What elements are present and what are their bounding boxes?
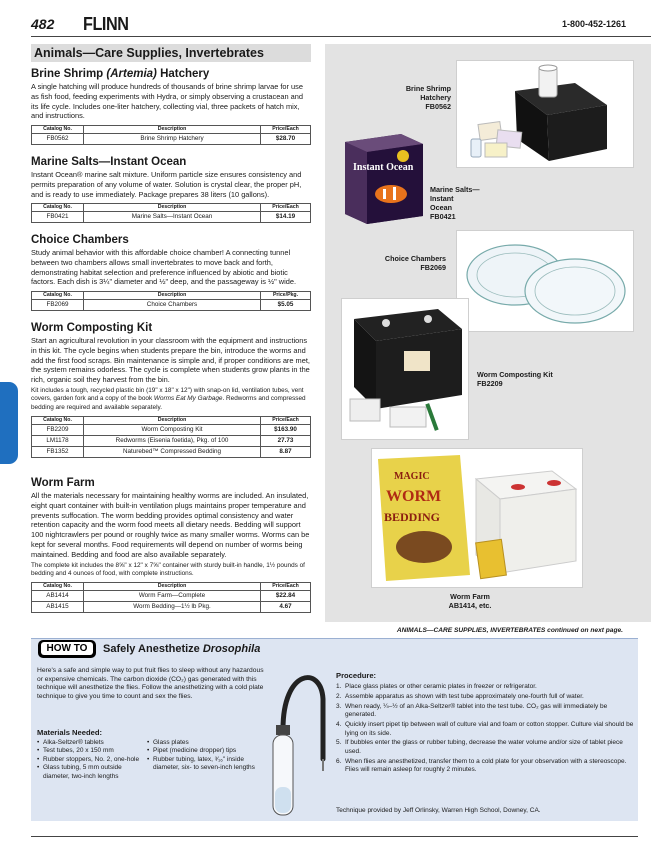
section-title: Worm Composting Kit — [31, 322, 153, 334]
howto-badge: HOW TO — [38, 640, 96, 658]
table-cell: FB2209 — [32, 425, 84, 436]
table-header-row — [32, 126, 311, 134]
table-cell: 8.87 — [261, 447, 311, 458]
caption-brine: Brine Shrimp Hatchery FB0562 — [405, 84, 451, 111]
table-cell: 27.73 — [261, 436, 311, 447]
column-header: Catalog No. — [32, 292, 84, 300]
section-title: Marine Salts—Instant Ocean — [31, 156, 187, 168]
brine-shrimp-photo — [456, 60, 634, 168]
procedure-list — [336, 683, 636, 776]
table-row — [32, 425, 311, 436]
category-title: Animals—Care Supplies, Invertebrates — [31, 44, 311, 62]
photo-panel — [325, 44, 651, 622]
procedure-step: 5. If bubbles enter the glass or rubber tubing, decrease the water volume and/or size of tablet piece used. — [336, 739, 623, 755]
procedure-step: 2. Assemble apparatus as shown with test tube approximately one-fourth full of water. — [336, 692, 584, 700]
table-cell: Redworms (Eisenia foetida), Pkg. of 100 — [84, 436, 261, 447]
column-header: Price/Each — [261, 583, 311, 591]
table-row — [32, 212, 311, 223]
table-cell: FB0421 — [32, 212, 84, 223]
procedure-title: Procedure: — [336, 671, 377, 680]
list-item: • Glass tubing, 5 mm outside diameter, two-inch lengths — [37, 764, 145, 781]
section-worm-farm — [31, 476, 311, 613]
magic-text: MAGIC — [394, 471, 430, 482]
section-title: Brine Shrimp (Artemia) Hatchery — [31, 68, 210, 80]
column-header: Description — [84, 292, 261, 300]
section-title: Choice Chambers — [31, 234, 129, 246]
catalog-table — [31, 582, 311, 613]
list-item: • Rubber stoppers, No. 2, one-hole — [37, 756, 145, 764]
table-row — [32, 447, 311, 458]
section-description: Study animal behavior with this affordable choice chamber! A connecting tunnel between two chambers allows small invertebrates to move back and forth, demonstrating habitat selection and preference influenced by abiotic and biotic factors. Each dish is 3¼" diameter and ½" deep, and the passageway is ½" wide. — [31, 248, 297, 287]
page-number: 482 — [31, 16, 55, 32]
table-cell: Worm Bedding—1½ lb Pkg. — [84, 602, 261, 613]
column-header: Price/Each — [261, 126, 311, 134]
table-cell: $163.90 — [261, 425, 311, 436]
page-header — [31, 14, 651, 38]
materials-list-left — [37, 739, 145, 781]
procedure-step: 3. When ready, ¼–½ of an Alka-Seltzer® tablet into the test tube. CO₂ gas will immediately be generated. — [336, 702, 608, 719]
header-rule — [31, 36, 651, 37]
table-header-row — [32, 292, 311, 300]
table-cell: $28.70 — [261, 134, 311, 145]
table-cell: $14.19 — [261, 212, 311, 223]
table-row — [32, 602, 311, 613]
column-header: Description — [84, 417, 261, 425]
section-note: Kit includes a tough, recycled plastic bin (19" x 18" x 12") with snap-on lid, ventilation tubes, vent covers, garden fork and a copy of the book Worms Eat My Garbage. Redworms and compressed bedding are required and available separately. — [31, 386, 306, 411]
table-header-row — [32, 417, 311, 425]
section-description: A single hatching will produce hundreds of thousands of brine shrimp larvae for use as fish food, feeding experiments with Hydra, or simply observing a crustacean and its life cycle. Includes one-liter hatchery, collecting vial, three packets of hatch mix, and instructions. — [31, 82, 303, 121]
section-tab — [0, 382, 18, 464]
caption-choice: Choice Chambers FB2069 — [384, 254, 446, 272]
section-description: All the materials necessary for maintaining healthy worms are included. An insulated, eight quart container with built-in ventilation plugs maintains proper temperature and prevents suffocation. The worm bedding provides optimal consistency and water retention capacity and the worm food meets all dietary needs. Bedding will support 100 nightcrawlers per pound or roughly twice as many smaller worms. Worms can be kept for several months. Food requirements will depend on number of worms being maintained. Bedding and food are also available separately. — [31, 491, 310, 559]
procedure-step: 4. Quickly insert pipet tip between wall of culture vial and foam or cotton stopper. Culture vial should be lying on its side. — [336, 721, 634, 737]
table-row — [32, 436, 311, 447]
worm-farm-photo — [371, 448, 583, 588]
table-cell: 4.67 — [261, 602, 311, 613]
section-title: Worm Farm — [31, 477, 95, 489]
column-header: Description — [84, 583, 261, 591]
column-header: Description — [84, 204, 261, 212]
column-header: Price/Each — [261, 204, 311, 212]
apparatus-illustration — [259, 659, 339, 819]
column-header: Catalog No. — [32, 126, 84, 134]
table-cell: AB1415 — [32, 602, 84, 613]
bedding-text: BEDDING — [384, 510, 441, 524]
worm-composting-photo — [341, 298, 469, 440]
table-cell: Worm Farm—Complete — [84, 591, 261, 602]
table-cell: Worm Composting Kit — [84, 425, 261, 436]
column-header: Price/Pkg. — [261, 292, 311, 300]
catalog-table — [31, 416, 311, 458]
list-item: • Alka-Seltzer® tablets — [37, 739, 145, 747]
catalog-table — [31, 125, 311, 145]
list-item: • Rubber tubing, latex, ³⁄₁₆" inside diameter, six- to seven-inch lengths — [147, 756, 269, 773]
table-cell: FB1352 — [32, 447, 84, 458]
table-cell: LM1178 — [32, 436, 84, 447]
section-description: Instant Ocean® marine salt mixture. Uniform particle size ensures consistency and permits preparation of any volume of water. Solution is crystal clear, the proper pH, and is ready to use immediately. Package prepares 38 liters (10 gallons). — [31, 170, 302, 199]
howto-intro: Here's a safe and simple way to put fruit flies to sleep without any hazardous or expensive chemicals. The carbon dioxide (CO₂) gas generated with this technique will anesthetize the flies. Follow the anesthetizing with a cold plate technique to give you time to count and sex the flies. — [37, 667, 264, 701]
column-header: Catalog No. — [32, 417, 84, 425]
footer-rule — [31, 836, 638, 837]
worm-text: WORM — [386, 488, 442, 505]
table-cell: $22.84 — [261, 591, 311, 602]
list-item: • Glass plates — [147, 739, 269, 747]
table-cell: $5.05 — [261, 300, 311, 311]
list-item: • Test tubes, 20 x 150 mm — [37, 747, 145, 755]
materials-list-right — [147, 739, 269, 773]
table-cell: Naturebed™ Compressed Bedding — [84, 447, 261, 458]
table-cell: Brine Shrimp Hatchery — [84, 134, 261, 145]
section-choice-chambers — [31, 233, 311, 311]
catalog-table — [31, 203, 311, 223]
table-cell: Choice Chambers — [84, 300, 261, 311]
table-cell: AB1414 — [32, 591, 84, 602]
procedure-step: 6. When flies are anesthetized, transfer them to a cold plate for your observation with a stereoscope. Flies will remain asleep for roughly 2 minutes. — [336, 757, 627, 774]
catalog-table — [31, 291, 311, 311]
table-header-row — [32, 204, 311, 212]
section-note: The complete kit includes the 8⅝" x 12" x 7⅝" container with sturdy built-in handle, 1½ pounds of bedding and 4 ounces of food, with complete instructions. — [31, 561, 305, 577]
table-cell: FB2069 — [32, 300, 84, 311]
howto-title: Safely Anesthetize Drosophila — [103, 643, 261, 655]
caption-salts: Marine Salts— Instant Ocean FB0421 — [430, 185, 480, 221]
section-brine-shrimp — [31, 67, 311, 145]
column-header: Description — [84, 126, 261, 134]
table-row — [32, 134, 311, 145]
section-worm-composting — [31, 321, 311, 458]
column-header: Price/Each — [261, 417, 311, 425]
table-row — [32, 300, 311, 311]
table-cell: Marine Salts—Instant Ocean — [84, 212, 261, 223]
instant-ocean-photo — [339, 132, 427, 224]
section-marine-salts — [31, 155, 311, 223]
list-item: • Pipet (medicine dropper) tips — [147, 747, 269, 755]
choice-chambers-photo — [456, 230, 634, 332]
column-header: Catalog No. — [32, 204, 84, 212]
section-description: Start an agricultural revolution in your classroom with the equipment and instructions in this kit. The cycle begins when students prepare the bin, introduce the worms and add the first food scraps. Bin maintenance is simple and, if proper conditions are met, the system remains odorless. The cycle is complete when students grow plants in the rich, organic soil they harvest from the bin. — [31, 336, 310, 385]
howto-box — [31, 638, 638, 821]
table-cell: FB0562 — [32, 134, 84, 145]
continued-note: ANIMALS—CARE SUPPLIES, INVERTEBRATES continued on next page. — [396, 627, 623, 634]
caption-worm-composting: Worm Composting Kit FB2209 — [477, 370, 553, 388]
table-row — [32, 591, 311, 602]
column-header: Catalog No. — [32, 583, 84, 591]
procedure-step: 1. Place glass plates or other ceramic plates in freezer or refrigerator. — [336, 683, 537, 690]
instant-ocean-logo-text: Instant Ocean — [353, 162, 414, 173]
caption-worm-farm: Worm Farm AB1414, etc. — [448, 592, 492, 610]
brand-logo: FLINN — [83, 14, 129, 34]
table-header-row — [32, 583, 311, 591]
materials-title: Materials Needed: — [37, 728, 102, 737]
phone-number: 1-800-452-1261 — [561, 19, 626, 29]
credit-line: Technique provided by Jeff Orlinsky, Warren High School, Downey, CA. — [336, 807, 541, 814]
